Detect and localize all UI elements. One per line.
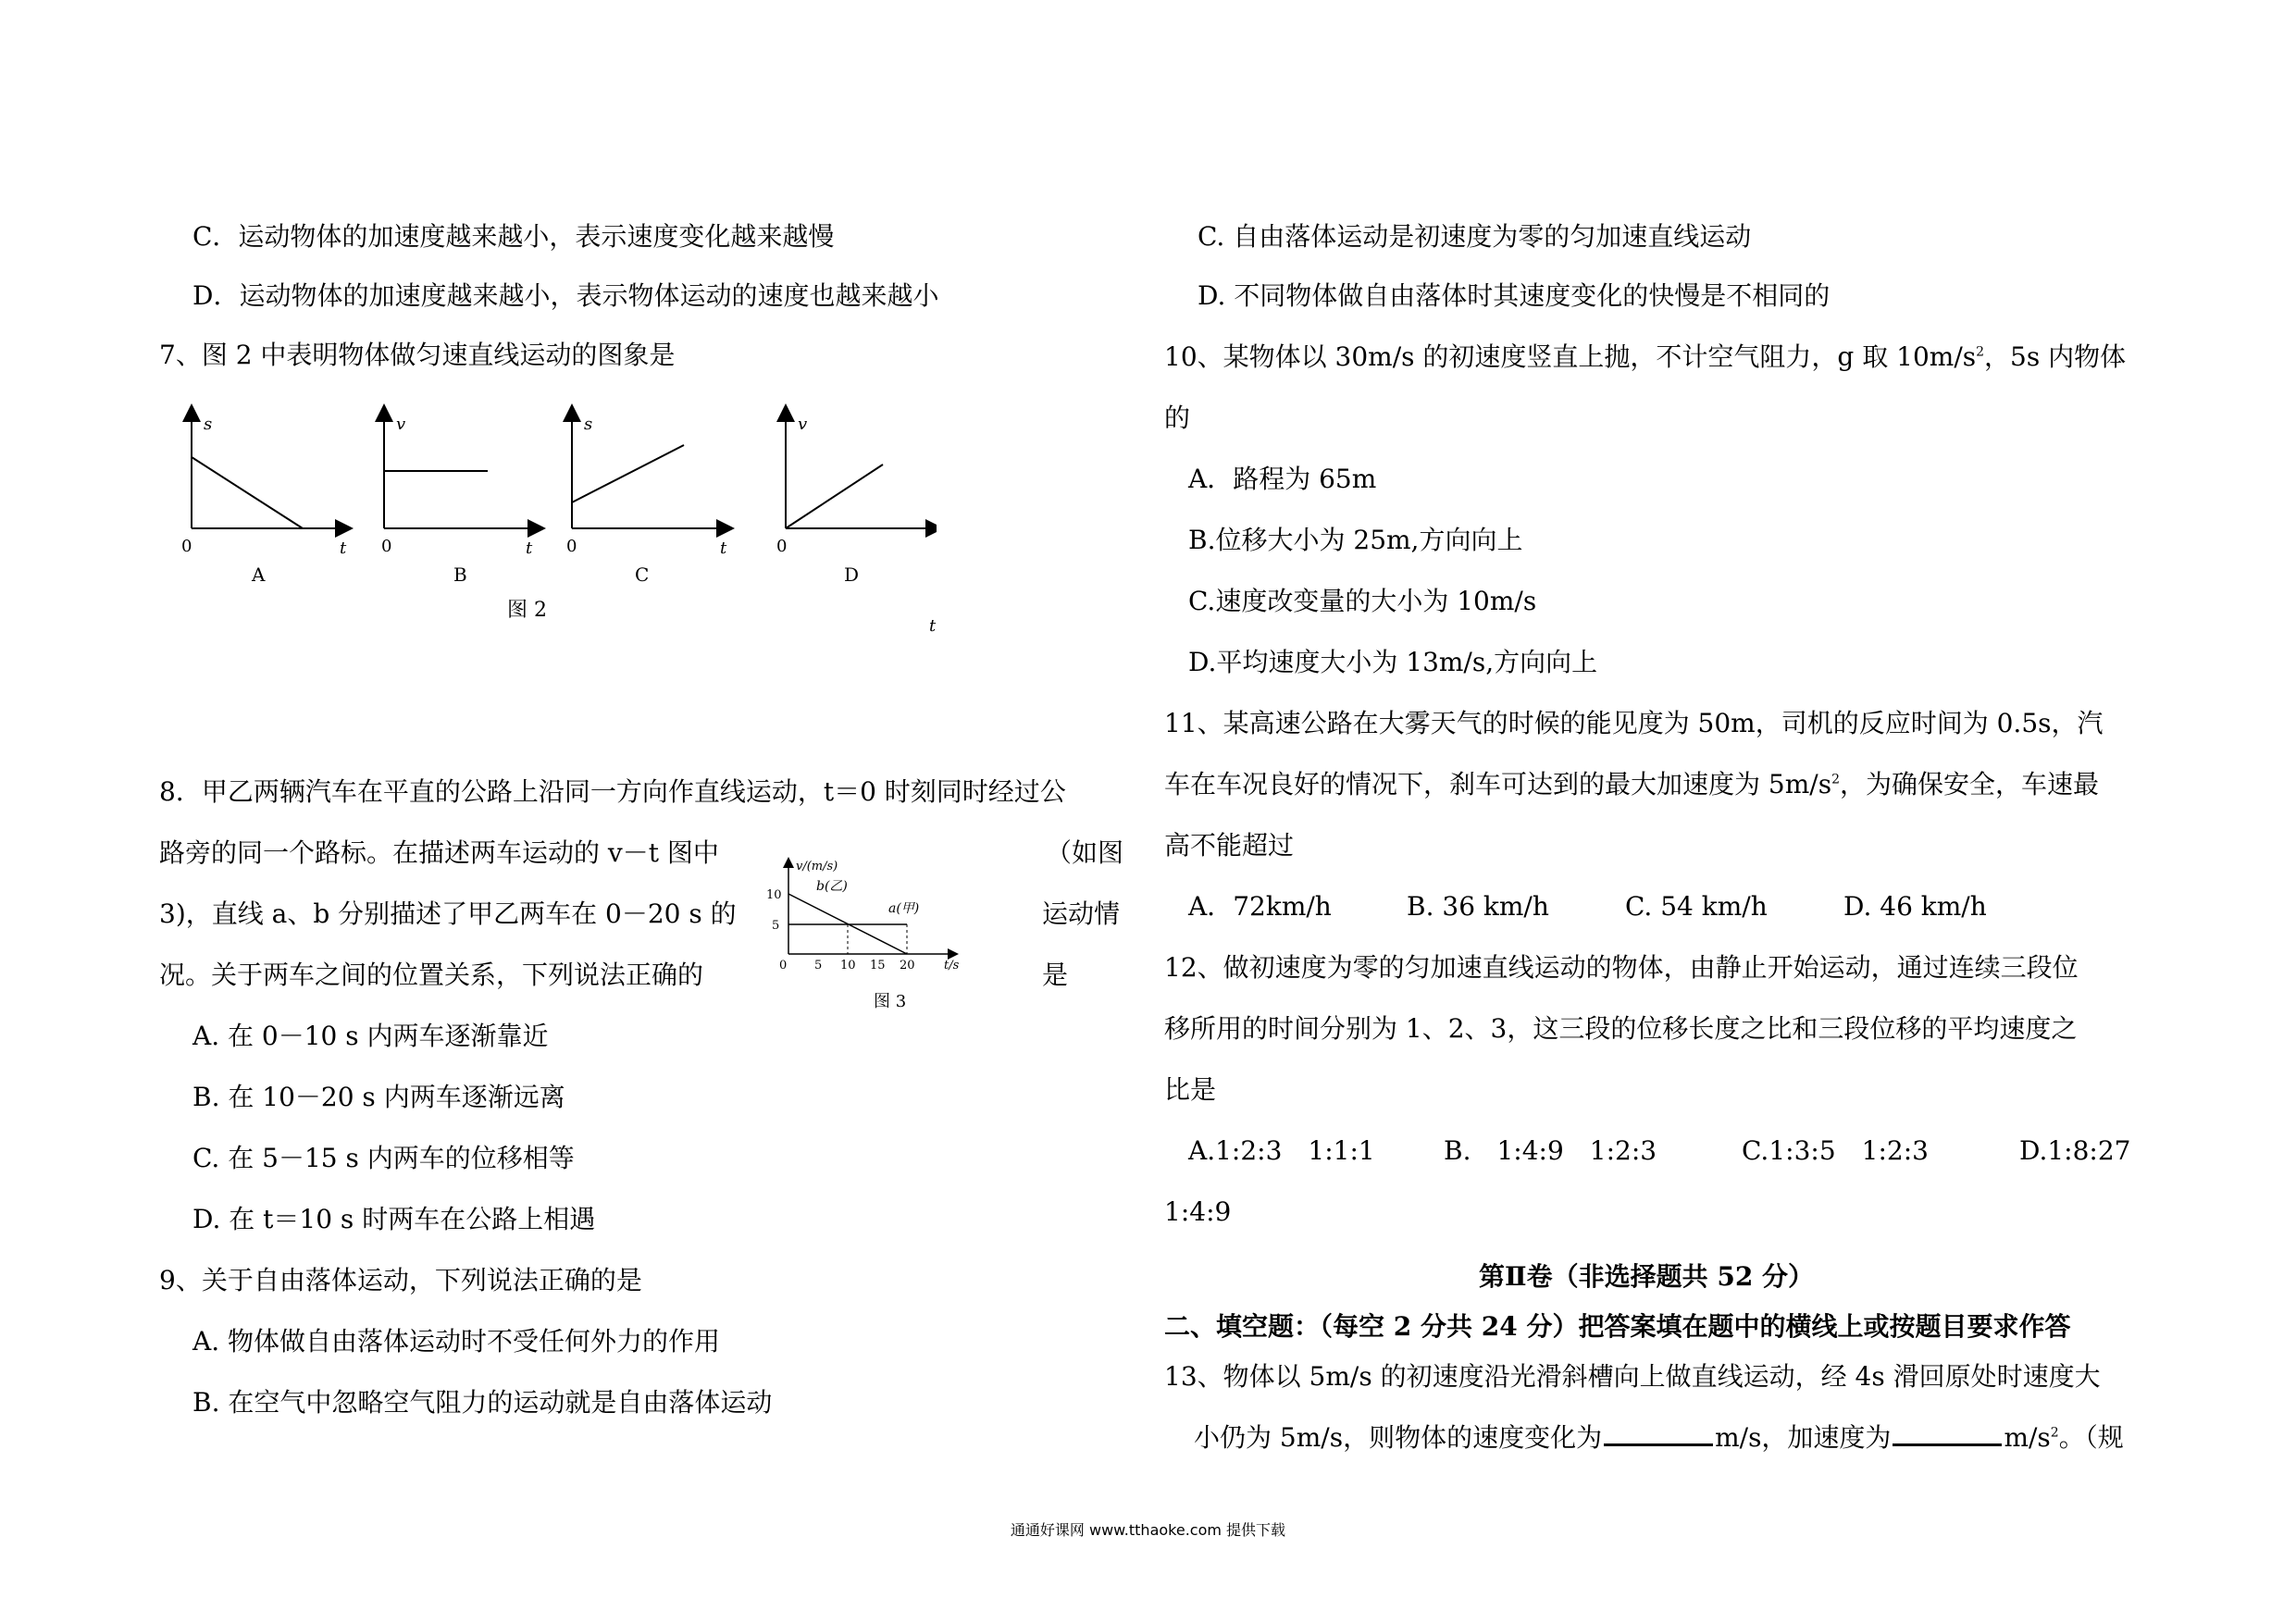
q8-option-a: A. 在 0－10 s 内两车逐渐靠近: [192, 1021, 549, 1051]
graph-a: [181, 413, 347, 586]
q8-option-c: C. 在 5－15 s 内两车的位移相等: [192, 1143, 575, 1173]
graph-d-ylabel: v: [798, 415, 808, 434]
fig3-xlabel: t/s: [944, 959, 960, 973]
q9-option-d: D. 不同物体做自由落体时其速度变化的快慢是不相同的: [1198, 280, 1831, 311]
q8-option-d: D. 在 t＝10 s 时两车在公路上相遇: [192, 1204, 596, 1234]
q10-line-1: 10、某物体以 30m/s 的初速度竖直上抛，不计空气阻力，g 取 $10m/s^2$，5s 内物体: [1164, 341, 2127, 372]
footer-source: 通通好课网 www.tthaoke.com 提供下载: [1010, 1521, 1286, 1539]
q11-option-a: A．72km/h: [1188, 891, 1332, 922]
graph-b: [381, 413, 537, 586]
fig3-xtick-0: 0: [779, 959, 788, 973]
figure-2: [159, 403, 937, 626]
graph-c-xlabel: t: [720, 539, 727, 558]
q9-option-b: B. 在空气中忽略空气阻力的运动就是自由落体运动: [192, 1387, 773, 1418]
q10-option-b: B.位移大小为 25m,方向向上: [1188, 525, 1523, 555]
q13-blank-2[interactable]: [1893, 1419, 2002, 1446]
graph-a-origin: 0: [181, 537, 192, 556]
graph-b-ylabel: v: [396, 415, 406, 434]
q8-line-2a: 路旁的同一个路标。在描述两车运动的 v－t 图中: [159, 837, 719, 868]
q13-line-2: 小仍为 5m/s，则物体的速度变化为 m/s，加速度为 $m/s^2$。（规: [1194, 1419, 2124, 1456]
q12-line-1: 12、做初速度为零的匀加速直线运动的物体，由静止开始运动，通过连续三段位: [1164, 952, 2079, 983]
q9-stem: 9、关于自由落体运动，下列说法正确的是: [159, 1265, 642, 1295]
q11-line-2: 车在车况良好的情况下，刹车可达到的最大加速度为 $5m/s^2$，为确保安全，车速最: [1164, 769, 2100, 799]
q12-option-d: D.1:8:27: [2019, 1135, 2131, 1166]
fig3-ytick-5: 5: [772, 919, 780, 933]
q10-option-d: D.平均速度大小为 13m/s,方向向上: [1188, 647, 1598, 677]
fig3-ytick-10: 10: [766, 888, 782, 902]
figure-3: [759, 855, 981, 975]
figure-3-caption: 图 3: [874, 992, 907, 1011]
q10-line-2: 的: [1164, 403, 1191, 433]
section-2-heading: 二、填空题：（每空 2 分共 24 分）把答案填在题中的横线上或按题目要求作答: [1164, 1311, 2071, 1342]
q6-option-c: C．运动物体的加速度越来越小，表示速度变化越来越慢: [192, 221, 835, 252]
figure-2-caption: 图 2: [507, 599, 547, 622]
fig3-xtick-10: 10: [840, 959, 856, 973]
q12-option-b: B. 1:4:9 1:2:3: [1444, 1135, 1657, 1166]
graph-a-ylabel: s: [204, 415, 213, 434]
fig3-xtick-15: 15: [870, 959, 886, 973]
fig3-a-label: a(甲): [888, 901, 920, 916]
q11-option-c: C. 54 km/h: [1625, 891, 1768, 922]
graph-c: [566, 413, 727, 586]
part-2-title: 第Ⅱ卷（非选择题共 52 分）: [1479, 1261, 1815, 1292]
q8-line-4b: 是: [1042, 960, 1069, 990]
q8-option-b: B. 在 10－20 s 内两车逐渐远离: [192, 1082, 565, 1112]
q8-line-3b: 运动情: [1042, 898, 1121, 929]
q11-option-d: D. 46 km/h: [1843, 891, 1987, 922]
q10-option-a: A．路程为 65m: [1188, 464, 1377, 494]
fig3-b-label: b(乙): [816, 879, 848, 894]
stray-t-label: t: [929, 616, 937, 636]
q12-option-c: C.1:3:5 1:2:3: [1742, 1135, 1929, 1166]
graph-c-label: C: [635, 564, 650, 586]
graph-a-label: A: [252, 564, 266, 586]
fig3-ylabel: v/(m/s): [796, 860, 838, 873]
q6-option-d: D．运动物体的加速度越来越小，表示物体运动的速度也越来越小: [192, 280, 939, 311]
q9-option-a: A. 物体做自由落体运动时不受任何外力的作用: [192, 1326, 721, 1357]
graph-a-xlabel: t: [340, 539, 347, 558]
graph-b-origin: 0: [381, 537, 392, 556]
q13-line-1: 13、物体以 5m/s 的初速度沿光滑斜槽向上做直线运动，经 4s 滑回原处时速度大: [1164, 1361, 2101, 1392]
q9-option-c: C. 自由落体运动是初速度为零的匀加速直线运动: [1198, 221, 1752, 252]
fig3-xtick-5: 5: [814, 959, 823, 973]
q10-option-c: C.速度改变量的大小为 10m/s: [1188, 586, 1537, 616]
graph-b-xlabel: t: [526, 539, 533, 558]
graph-d-label: D: [844, 564, 860, 586]
q11-line-3: 高不能超过: [1164, 830, 1295, 861]
q13-blank-1[interactable]: [1604, 1419, 1713, 1446]
q11-option-b: B. 36 km/h: [1407, 891, 1549, 922]
q12-line-3: 比是: [1164, 1074, 1217, 1105]
q8-line-4a: 况。关于两车之间的位置关系，下列说法正确的: [159, 960, 704, 990]
graph-d: [776, 413, 935, 586]
fig3-xtick-20: 20: [900, 959, 915, 973]
q7-stem: 7、图 2 中表明物体做匀速直线运动的图象是: [159, 340, 676, 370]
graph-c-ylabel: s: [584, 415, 593, 434]
q12-line-2: 移所用的时间分别为 1、2、3，这三段的位移长度之比和三段位移的平均速度之: [1164, 1013, 2078, 1044]
q12-option-a: A.1:2:3 1:1:1: [1188, 1135, 1375, 1166]
q8-line-3a: 3)，直线 a、b 分别描述了甲乙两车在 0－20 s 的: [159, 898, 737, 929]
q12-option-d-cont: 1:4:9: [1164, 1196, 1232, 1227]
graph-d-origin: 0: [776, 537, 788, 556]
graph-b-label: B: [453, 564, 467, 586]
graph-c-origin: 0: [566, 537, 577, 556]
q8-line-1: 8．甲乙两辆汽车在平直的公路上沿同一方向作直线运动，t＝0 时刻同时经过公: [159, 776, 1066, 807]
q11-line-1: 11、某高速公路在大雾天气的时候的能见度为 50m，司机的反应时间为 0.5s，汽: [1164, 708, 2104, 738]
q8-line-2b: （如图: [1046, 837, 1124, 868]
